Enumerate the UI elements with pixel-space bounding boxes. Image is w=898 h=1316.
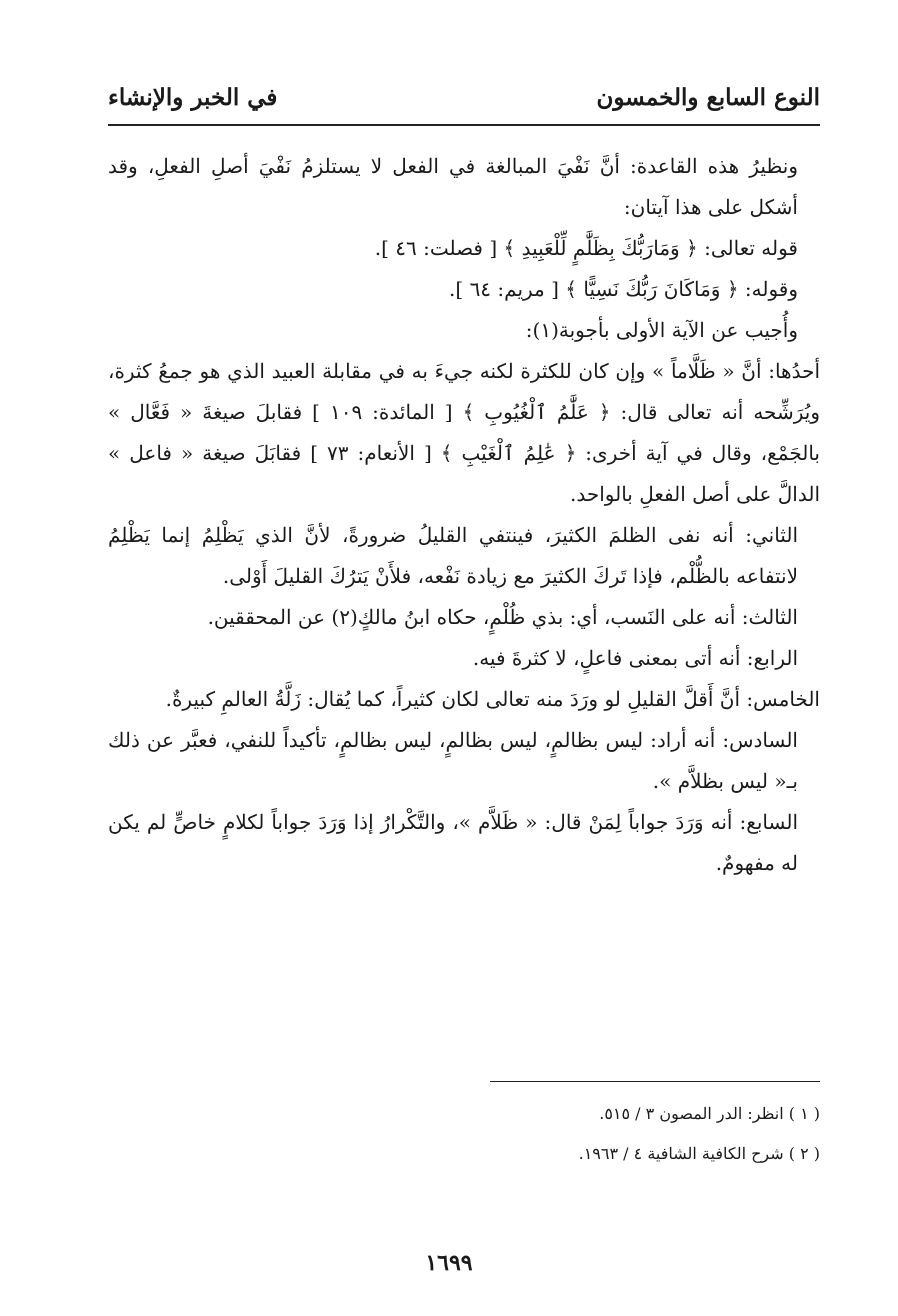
paragraph-answer-5: الخامس: أنَّ أَقلَّ القليلِ لو ورَدَ منه تعالى لكان كثيراً، كما يُقال: زَلَّةُ العالمِ كبيرةٌ. — [165, 687, 820, 711]
page-number: ١٦٩٩ — [425, 1250, 473, 1276]
section-title: في الخبر والإنشاء — [108, 84, 278, 111]
paragraph-answer-3: الثالث: أنه على النَسب، أي: بذي ظُلْمٍ، حكاه ابنُ مالكٍ(٢) عن المحققين. — [207, 605, 798, 629]
paragraph-answer-1: أحدُها: أنَّ « ظَلَّاماً » وإن كان للكثرة لكنه جيءَ به في مقابلة العبيد الذي هو جمعُ كثرة، ويُرَشِّحه أنه تعالى قال: ﴿ عَلَّٰمُ ٱلْغُيُوبِ ﴾ [ المائدة: ١٠٩ ] فقابلَ صيغةَ « فَعَّال » بالجَمْع، وقال في آية أخرى: ﴿ عَٰلِمُ ٱلْغَيْبِ ﴾ [ الأنعام: ٧٣ ] فقابَلَ صيغة « فاعل » الدالَّ على أصل الفعلِ بالواحد. — [108, 359, 820, 506]
paragraph-verse-2: وقوله: ﴿ وَمَاكَانَ رَبُّكَ نَسِيًّا ﴾ [ مريم: ٦٤ ]. — [449, 277, 798, 301]
paragraph-answer-7: السابع: أنه وَرَدَ جواباً لِمَنْ قال: « ظَلاَّم »، والتَّكْرارُ إذا وَرَدَ جواباً لكلامٍ خاصٍّ لم يكن له مفهومٌ. — [108, 810, 798, 875]
running-head — [108, 84, 820, 120]
paragraph-answer-6: السادس: أنه أراد: ليس بظالمٍ، ليس بظالمٍ، ليس بظالمٍ، تأكيداً للنفي، فعبَّر عن ذلك بـ« ليس بظلاَّم ». — [108, 728, 798, 793]
paragraph-intro: ونظيرُ هذه القاعدة: أنَّ نَفْيَ المبالغة في الفعل لا يستلزمُ نَفْيَ أصلِ الفعلِ، وقد أشكل على هذا آيتان: — [108, 154, 798, 219]
footnote-2: ( ٢ ) شرح الكافية الشافية ٤ / ١٩٦٣. — [578, 1144, 820, 1163]
footnotes — [108, 1094, 820, 1174]
main-text — [108, 146, 820, 884]
paragraph-verse-1: قوله تعالى: ﴿ وَمَارَبُّكَ بِظَلَّٰمٍ لِّلْعَبِيدِ ﴾ [ فصلت: ٤٦ ]. — [374, 236, 798, 260]
chapter-title: النوع السابع والخمسون — [596, 84, 820, 111]
footnote-divider — [490, 1081, 820, 1082]
header-divider — [108, 124, 820, 126]
paragraph-answer-4: الرابع: أنه أتى بمعنى فاعلٍ، لا كثرةَ فيه. — [472, 646, 798, 670]
paragraph-answers-intro: وأُجيب عن الآية الأولى بأجوبة(١): — [525, 318, 798, 342]
footnote-1: ( ١ ) انظر: الدر المصون ٣ / ٥١٥. — [599, 1104, 820, 1123]
paragraph-answer-2: الثاني: أنه نفى الظلمَ الكثيرَ، فينتفي القليلُ ضرورةً، لأنَّ الذي يَظْلِمُ إنما يَظْلِمُ لانتفاعه بالظُّلْم، فإذا تَركَ الكثيرَ مع زيادة نَفْعه، فلأَنْ يَترُكَ القليلَ أَوْلى. — [108, 523, 798, 588]
